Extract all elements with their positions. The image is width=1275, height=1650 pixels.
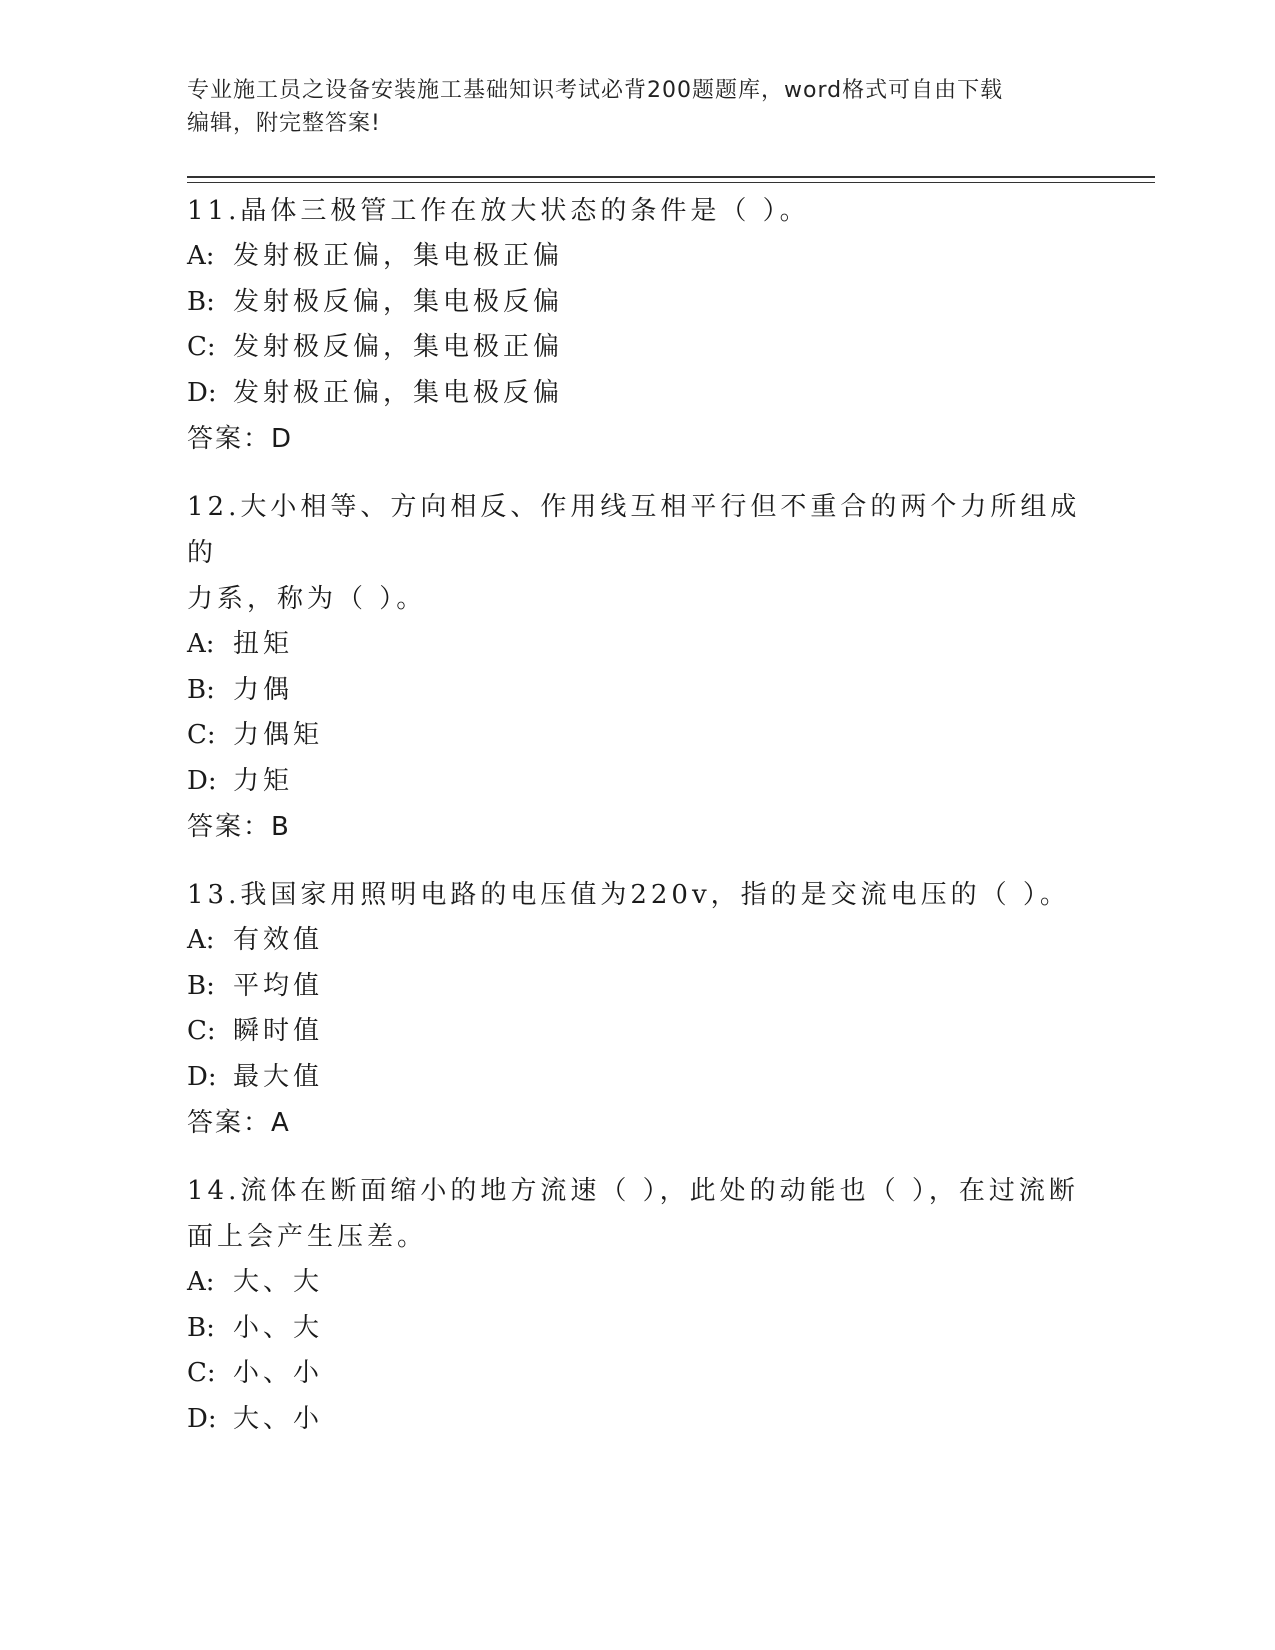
question-11 [187, 188, 1087, 462]
question-title: 13.我国家用照明电路的电压值为220v，指的是交流电压的（ ）。 [187, 880, 1070, 910]
option-text: 平均值 [233, 970, 324, 1001]
option-text: 发射极正偏，集电极反偏 [233, 377, 564, 408]
option-text: 扭矩 [233, 629, 294, 659]
option-a [187, 918, 1087, 964]
option-letter: D: [187, 377, 217, 408]
option-text: 力偶矩 [233, 720, 324, 750]
answer-value: A [271, 1108, 290, 1138]
option-letter: A: [187, 925, 215, 955]
option-letter: B: [187, 286, 215, 317]
option-letter: A: [187, 241, 215, 271]
option-d [187, 371, 1087, 417]
option-letter: B: [187, 970, 215, 1001]
option-letter: B: [187, 674, 215, 705]
question-title: 12.大小相等、方向相反、作用线互相平行但不重合的两个力所组成的 [187, 492, 1081, 568]
question-list [187, 188, 1087, 1464]
option-text: 发射极反偏，集电极正偏 [233, 332, 564, 362]
answer-line [187, 804, 1087, 850]
option-a [187, 622, 1087, 668]
option-text: 大、大 [233, 1267, 324, 1297]
question-title: 11.晶体三极管工作在放大状态的条件是（ ）。 [187, 196, 810, 226]
option-a [187, 234, 1087, 280]
option-c [187, 1351, 1087, 1397]
document-header [187, 74, 1067, 140]
option-b [187, 1306, 1087, 1352]
option-text: 最大值 [233, 1061, 324, 1092]
option-letter: D: [187, 1403, 217, 1434]
header-divider-thick [187, 176, 1155, 178]
question-13 [187, 872, 1087, 1146]
option-letter: A: [187, 629, 215, 659]
answer-label: 答案： [187, 1108, 272, 1138]
option-text: 大、小 [233, 1403, 324, 1434]
option-letter: B: [187, 1312, 215, 1343]
option-c [187, 1009, 1087, 1055]
option-letter: A: [187, 1267, 215, 1297]
option-text: 小、小 [233, 1358, 324, 1388]
answer-line [187, 1100, 1087, 1146]
option-b [187, 964, 1087, 1010]
header-line-2: 编辑，附完整答案! [187, 111, 381, 136]
option-d [187, 1397, 1087, 1443]
answer-label: 答案： [187, 812, 272, 842]
option-a [187, 1260, 1087, 1306]
option-b [187, 280, 1087, 326]
answer-value: D [271, 424, 293, 454]
answer-line [187, 416, 1087, 462]
option-b [187, 668, 1087, 714]
question-title: 14.流体在断面缩小的地方流速（ ），此处的动能也（ ），在过流断 [187, 1176, 1079, 1206]
question-14 [187, 1168, 1087, 1442]
question-title-continued: 面上会产生压差。 [187, 1222, 428, 1252]
option-text: 力矩 [233, 765, 294, 796]
header-divider-thin [187, 182, 1155, 183]
option-text: 瞬时值 [233, 1016, 324, 1046]
option-letter: D: [187, 1061, 217, 1092]
option-text: 小、大 [233, 1312, 324, 1343]
option-text: 发射极正偏，集电极正偏 [233, 241, 564, 271]
option-text: 发射极反偏，集电极反偏 [233, 286, 564, 317]
option-letter: C: [187, 332, 216, 362]
header-line-1: 专业施工员之设备安装施工基础知识考试必背200题题库，word格式可自由下载 [187, 78, 1004, 103]
option-letter: D: [187, 765, 217, 796]
option-c [187, 325, 1087, 371]
option-letter: C: [187, 1016, 216, 1046]
option-letter: C: [187, 1358, 216, 1388]
question-title-continued: 力系，称为（ ）。 [187, 584, 427, 614]
option-text: 有效值 [233, 925, 324, 955]
option-letter: C: [187, 720, 216, 750]
answer-value: B [271, 812, 290, 842]
option-d [187, 1055, 1087, 1101]
answer-label: 答案： [187, 424, 272, 454]
option-d [187, 759, 1087, 805]
option-text: 力偶 [233, 674, 294, 705]
option-c [187, 713, 1087, 759]
question-12 [187, 484, 1087, 850]
